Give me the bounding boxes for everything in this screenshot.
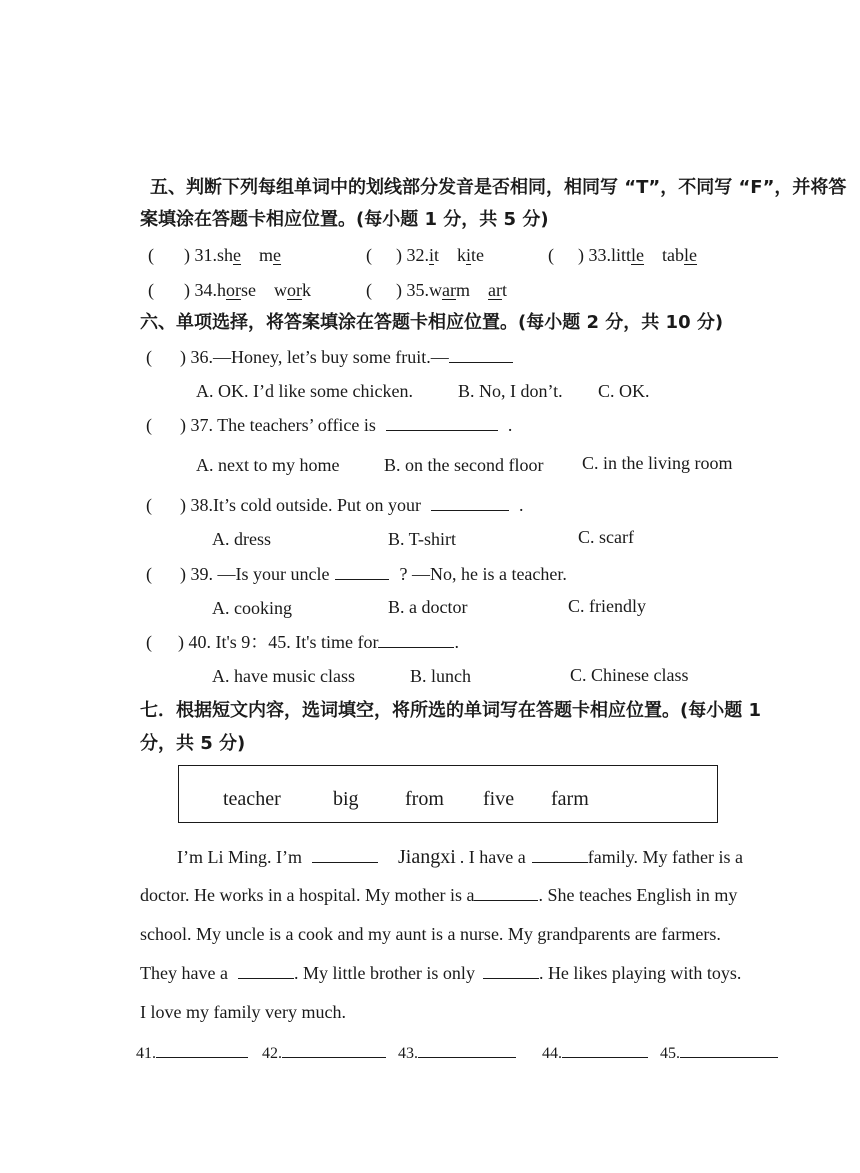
- q34: ( ) 34.horse work: [148, 280, 311, 300]
- q38-option-b[interactable]: B. T-shirt: [388, 529, 457, 549]
- q40-option-b[interactable]: B. lunch: [410, 666, 471, 686]
- q40-option-a[interactable]: A. have music class: [212, 666, 355, 686]
- answer-45-blank[interactable]: [680, 1041, 778, 1058]
- passage-line-2: doctor. He works in a hospital. My mother is a . She teaches English in my: [140, 885, 738, 905]
- section5-title-line2: 案填涂在答题卡相应位置。(每小题 1 分，共 5 分): [140, 209, 549, 230]
- q36-option-b[interactable]: B. No, I don’t.: [458, 381, 563, 401]
- q36-option-c[interactable]: C. OK.: [598, 381, 650, 401]
- q39-option-a[interactable]: A. cooking: [212, 598, 292, 618]
- q38-blank[interactable]: [431, 494, 509, 511]
- word-bank-item: from: [405, 788, 444, 810]
- answer-43: 43.: [398, 1041, 516, 1066]
- q38-stem: ( ) 38.It’s cold outside. Put on your .: [146, 495, 524, 515]
- q40-blank[interactable]: [378, 631, 454, 648]
- word-bank-item: five: [483, 788, 515, 810]
- q36-stem: ( ) 36.—Honey, let’s buy some fruit.—: [146, 345, 513, 369]
- word-bank-item: big: [333, 788, 359, 810]
- word-bank-item: farm: [551, 788, 589, 810]
- answer-41: 41.: [136, 1041, 248, 1066]
- section5-title-line1: 五、判断下列每组单词中的划线部分发音是否相同，相同写 “T”，不同写 “F”，并将答: [150, 177, 847, 198]
- answer-44-blank[interactable]: [562, 1041, 648, 1058]
- answer-44: 44.: [542, 1041, 648, 1066]
- q37-stem: ( ) 37. The teachers’ office is .: [146, 415, 513, 435]
- section7-title-line1: 七．根据短文内容，选词填空，将所选的单词写在答题卡相应位置。(每小题 1: [140, 700, 762, 721]
- q39-blank[interactable]: [335, 563, 389, 580]
- passage-line-4: They have a . My little brother is only . He likes playing with toys.: [140, 963, 742, 983]
- q37-blank[interactable]: [386, 414, 498, 431]
- passage-line-1: I’m Li Ming. I’m Jiangxi . I have a family. My father is a: [177, 846, 744, 868]
- answer-43-blank[interactable]: [418, 1041, 516, 1058]
- q33: ( ) 33.little table: [548, 245, 698, 265]
- q37-option-b[interactable]: B. on the second floor: [384, 455, 544, 475]
- blank-41[interactable]: [312, 846, 378, 863]
- word-bank: [178, 765, 718, 823]
- answer-41-blank[interactable]: [156, 1041, 248, 1058]
- blank-42[interactable]: [532, 846, 588, 863]
- q32: ( ) 32.it kite: [366, 245, 485, 265]
- q39-option-b[interactable]: B. a doctor: [388, 597, 468, 617]
- q36-option-a[interactable]: A. OK. I’d like some chicken.: [196, 381, 413, 401]
- answer-45: 45.: [660, 1041, 778, 1066]
- q37-option-a[interactable]: A. next to my home: [196, 455, 340, 475]
- passage-line-5: I love my family very much.: [140, 1002, 346, 1022]
- section7-title-line2: 分，共 5 分): [140, 733, 246, 754]
- q40-option-c[interactable]: C. Chinese class: [570, 665, 689, 685]
- section6-title: 六、单项选择，将答案填涂在答题卡相应位置。(每小题 2 分，共 10 分): [140, 312, 724, 333]
- q36-blank[interactable]: [449, 346, 513, 363]
- q38-option-a[interactable]: A. dress: [212, 529, 271, 549]
- passage-line-3: school. My uncle is a cook and my aunt is a nurse. My grandparents are farmers.: [140, 924, 721, 944]
- q39-option-c[interactable]: C. friendly: [568, 596, 646, 616]
- answer-42-blank[interactable]: [282, 1041, 386, 1058]
- q31: ( ) 31.she me: [148, 245, 282, 265]
- q40-stem: ( ) 40. It's 9：45. It's time for .: [146, 632, 459, 652]
- blank-45[interactable]: [483, 962, 539, 979]
- q35: ( ) 35.warm art: [366, 280, 507, 300]
- word-bank-item: teacher: [223, 788, 281, 810]
- blank-43[interactable]: [474, 884, 538, 901]
- q39-stem: ( ) 39. —Is your uncle ? —No, he is a teacher.: [146, 564, 567, 584]
- q38-option-c[interactable]: C. scarf: [578, 527, 634, 547]
- q37-option-c[interactable]: C. in the living room: [582, 453, 733, 473]
- answer-42: 42.: [262, 1041, 386, 1066]
- blank-44[interactable]: [238, 962, 294, 979]
